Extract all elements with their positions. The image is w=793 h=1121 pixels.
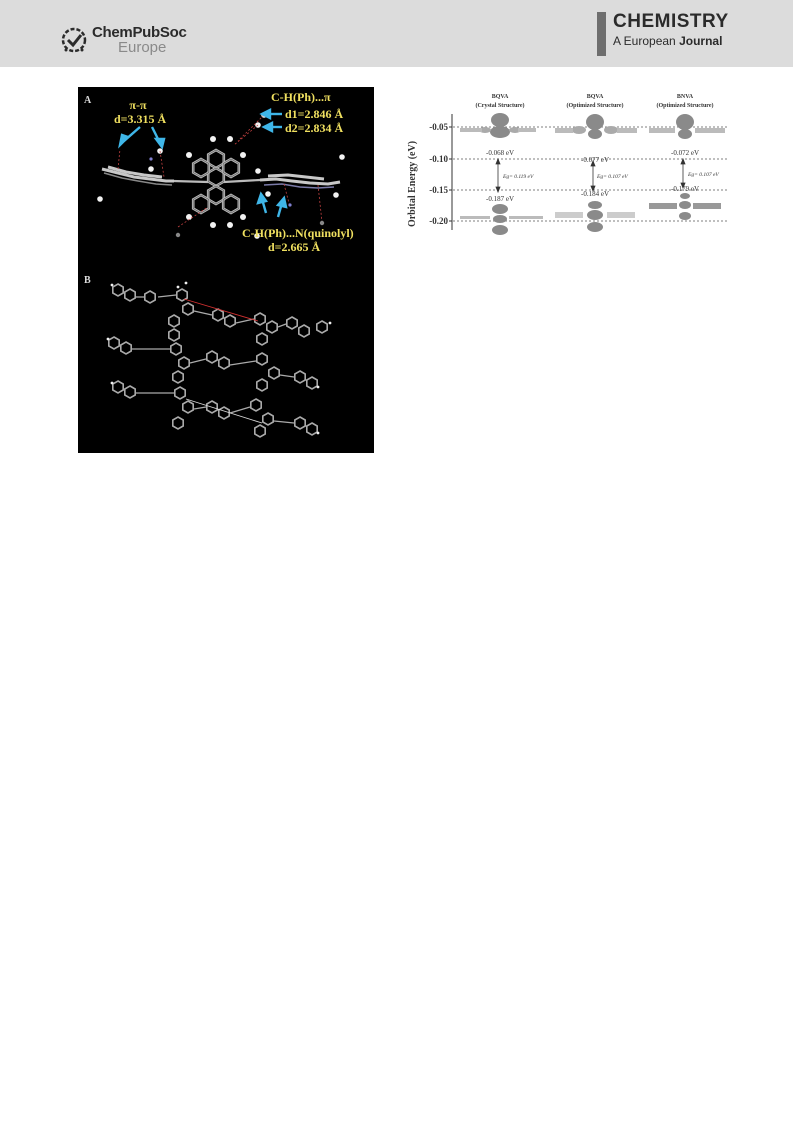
pi-pi-label: π-π bbox=[129, 98, 147, 112]
orbital-lobes bbox=[460, 113, 725, 235]
col1-lumo: -0.068 eV bbox=[486, 149, 514, 157]
col3-homo: -0.179 eV bbox=[671, 185, 699, 193]
ch-n-label: C-H(Ph)...N(quinolyl) bbox=[242, 226, 354, 240]
col2-gap: Eg= 0.107 eV bbox=[597, 174, 628, 180]
ylabel: Orbital Energy (eV) bbox=[407, 140, 418, 228]
ytick-4: -0.20 bbox=[429, 216, 448, 226]
col3-lumo: -0.072 eV bbox=[671, 149, 699, 157]
publisher-name: ChemPubSoc bbox=[92, 24, 187, 41]
journal-title: CHEMISTRY bbox=[613, 11, 729, 32]
col1-gap: Eg= 0.119 eV bbox=[503, 174, 534, 180]
ytick-3: -0.15 bbox=[429, 185, 448, 195]
ch-n-distance: d=2.665 Å bbox=[268, 240, 321, 254]
panel-b-label: B bbox=[84, 275, 91, 286]
col2-homo: -0.184 eV bbox=[581, 190, 609, 198]
ch-pi-d1: d1=2.846 Å bbox=[285, 107, 344, 121]
journal-subtitle-a: A European bbox=[613, 34, 676, 48]
col3-gap: Eg= 0.107 eV bbox=[688, 172, 719, 178]
panel-a-label: A bbox=[84, 95, 92, 106]
col2-title: BQVA bbox=[586, 94, 604, 100]
col2-lumo: -0.077 eV bbox=[581, 156, 609, 164]
journal-accent-bar bbox=[597, 12, 606, 56]
pi-pi-distance: d=3.315 Å bbox=[114, 112, 167, 126]
col1-title: BQVA bbox=[491, 94, 509, 100]
col3-subtitle: (Optimized Structure) bbox=[656, 103, 714, 109]
y-axis bbox=[449, 114, 452, 230]
ytick-2: -0.10 bbox=[429, 154, 448, 164]
col3-title: BNVA bbox=[676, 94, 694, 100]
journal-logo bbox=[613, 11, 729, 49]
orbital-energy-diagram bbox=[405, 92, 733, 252]
publisher-logo-text bbox=[92, 25, 187, 55]
ytick-1: -0.05 bbox=[429, 122, 448, 132]
ch-pi-d2: d2=2.834 Å bbox=[285, 121, 344, 135]
crystal-packing-figure bbox=[78, 87, 374, 453]
chempubsoc-logo-icon bbox=[60, 26, 88, 54]
col2-subtitle: (Optimized Structure) bbox=[566, 103, 624, 109]
publisher-region: Europe bbox=[118, 39, 167, 56]
journal-header bbox=[0, 0, 793, 67]
col1-homo: -0.187 eV bbox=[486, 195, 514, 203]
ch-pi-label: C-H(Ph)...π bbox=[271, 90, 331, 104]
col1-subtitle: (Crystal Structure) bbox=[475, 103, 525, 109]
journal-subtitle bbox=[613, 33, 729, 49]
journal-subtitle-b: Journal bbox=[679, 34, 723, 48]
